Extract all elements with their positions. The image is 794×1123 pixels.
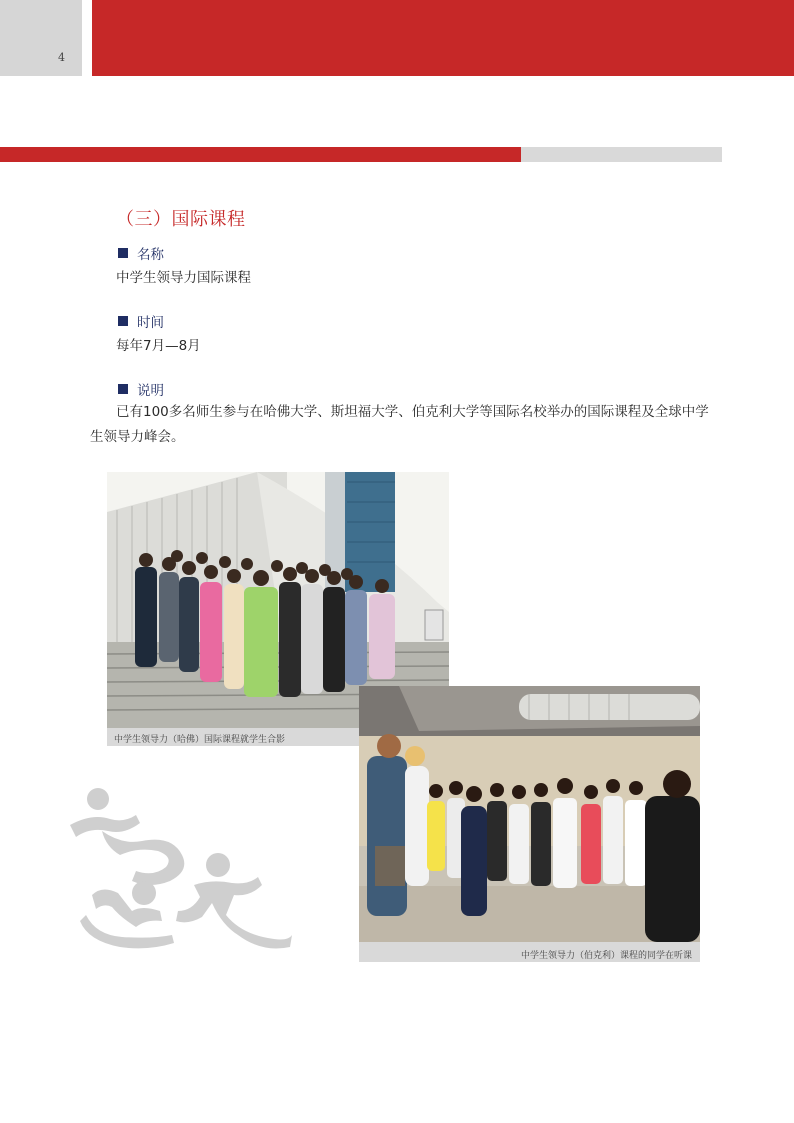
decorative-dancer-logo-icon <box>62 785 292 955</box>
square-bullet-icon <box>118 384 128 394</box>
item-heading-label: 说明 <box>137 383 164 399</box>
photo-berkeley-class <box>359 686 700 962</box>
page-number: 4 <box>58 51 65 64</box>
item-heading-label: 时间 <box>137 315 164 331</box>
section-title: （三）国际课程 <box>116 209 246 230</box>
classroom-photo-illustration <box>359 686 700 942</box>
page-number-box <box>0 0 82 76</box>
item-text-name: 中学生领导力国际课程 <box>116 270 251 286</box>
item-heading-name <box>118 243 164 263</box>
square-bullet-icon <box>118 248 128 258</box>
photo-caption-berkeley: 中学生领导力（伯克利）课程的同学在听课 <box>520 951 692 961</box>
photo-berkeley-image <box>359 686 700 942</box>
item-text-description: 已有100多名师生参与在哈佛大学、斯坦福大学、伯克利大学等国际名校举办的国际课程及全球中学生领导力峰会。 <box>90 404 709 445</box>
header-red-band <box>92 0 794 76</box>
photo-caption-harvard: 中学生领导力（哈佛）国际课程就学生合影 <box>114 735 286 745</box>
item-text-time: 每年7月—8月 <box>116 338 201 354</box>
section-divider-red <box>0 147 521 162</box>
section-divider-gray <box>521 147 722 162</box>
item-heading-label: 名称 <box>137 247 164 263</box>
item-heading-time <box>118 311 164 331</box>
item-heading-description <box>118 379 164 399</box>
square-bullet-icon <box>118 316 128 326</box>
